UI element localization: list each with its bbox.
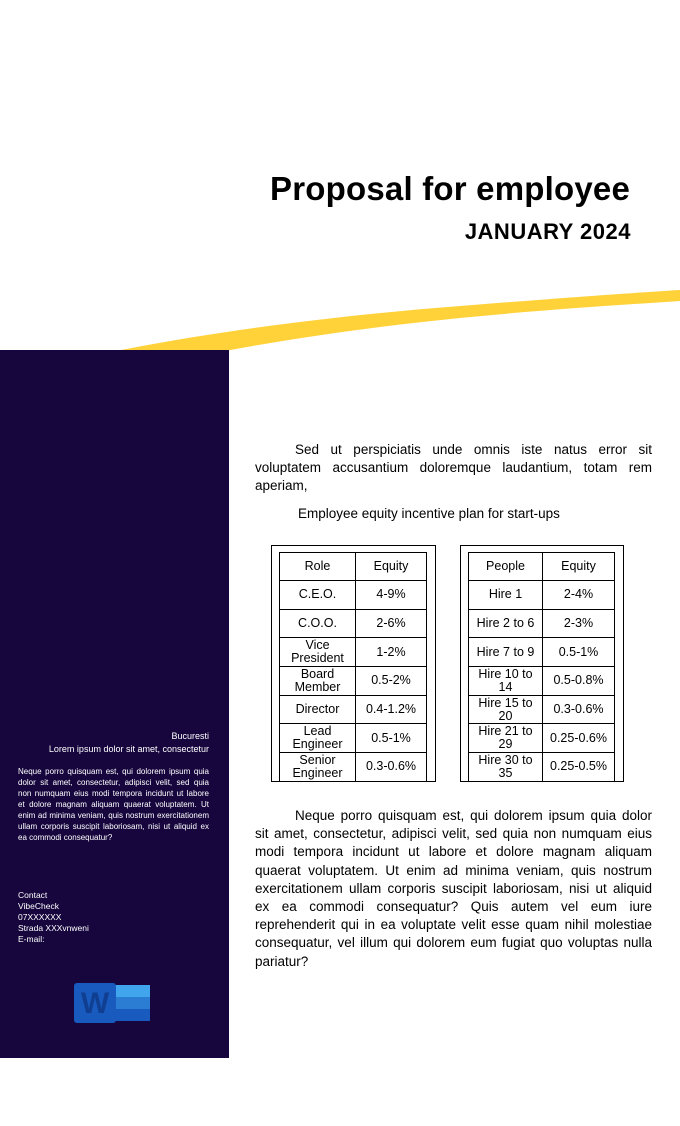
- contact-email-label: E-mail:: [18, 934, 45, 944]
- table-row: [280, 753, 427, 782]
- intro-paragraph: Sed ut perspiciatis unde omnis iste natus error sit voluptatem accusantium doloremque laudantium, totam rem aperiam,: [255, 442, 652, 493]
- roles-cell: 0.5-1%: [356, 724, 427, 753]
- people-table: [468, 552, 615, 782]
- roles-table: [279, 552, 427, 782]
- roles-cell: 0.3-0.6%: [356, 753, 427, 782]
- people-cell: 0.5-1%: [543, 638, 615, 667]
- people-cell: Hire 10 to 14: [469, 667, 543, 696]
- roles-cell: C.E.O.: [280, 581, 356, 610]
- roles-cell: Senior Engineer: [280, 753, 356, 782]
- roles-table-box: [271, 545, 436, 782]
- people-cell: Hire 7 to 9: [469, 638, 543, 667]
- table-row: [469, 724, 615, 753]
- table-row: [280, 638, 427, 667]
- sidebar-paragraph: Neque porro quisquam est, qui dolorem ipsum quia dolor sit amet, consectetur, adipisci velit, sed quia non numquam eius modi tempora incidunt ut labore et dolore magnam aliquam quaerat voluptatem. Ut enim ad minima veniam, quis nostrum exercitationem ullam corporis suscipit laboriosam, nisi ut aliquid ex ea commodi consequatur?: [18, 767, 209, 842]
- roles-cell: Director: [280, 695, 356, 724]
- roles-cell: Board Member: [280, 667, 356, 696]
- people-header-cell: People: [469, 553, 543, 581]
- roles-cell: 4-9%: [356, 581, 427, 610]
- sidebar-tagline: Lorem ipsum dolor sit amet, consectetur: [48, 744, 209, 754]
- sidebar-contact: [18, 890, 89, 945]
- people-table-box: [460, 545, 624, 782]
- contact-phone: 07XXXXXX: [18, 912, 62, 922]
- sidebar-city: Bucuresti: [171, 731, 209, 741]
- table-row: [280, 695, 427, 724]
- people-cell: 2-4%: [543, 581, 615, 610]
- people-cell: 0.25-0.6%: [543, 724, 615, 753]
- table-row: [469, 695, 615, 724]
- page-date: JANUARY 2024: [464, 219, 631, 244]
- people-header-row: [469, 553, 615, 581]
- table-row: [469, 667, 615, 696]
- table-row: [469, 753, 615, 782]
- contact-street: Strada XXXvnweni: [18, 923, 89, 933]
- people-cell: Hire 1: [469, 581, 543, 610]
- roles-cell: 0.4-1.2%: [356, 695, 427, 724]
- people-cell: 0.5-0.8%: [543, 667, 615, 696]
- contact-label: Contact: [18, 890, 48, 900]
- contact-company: VibeCheck: [18, 901, 59, 911]
- people-header-cell: Equity: [543, 553, 615, 581]
- roles-cell: 1-2%: [356, 638, 427, 667]
- roles-header-cell: Role: [280, 553, 356, 581]
- roles-cell: Vice President: [280, 638, 356, 667]
- page-title: Proposal for employee: [270, 170, 630, 207]
- people-cell: Hire 15 to 20: [469, 695, 543, 724]
- people-cell: Hire 30 to 35: [469, 753, 543, 782]
- table-row: [469, 609, 615, 638]
- roles-cell: 0.5-2%: [356, 667, 427, 696]
- roles-cell: 2-6%: [356, 609, 427, 638]
- microsoft-word-icon: [72, 980, 152, 1030]
- table-row: [280, 609, 427, 638]
- word-logo-letter: W: [80, 987, 110, 1020]
- table-row: [280, 667, 427, 696]
- closing-paragraph: Neque porro quisquam est, qui dolorem ipsum quia dolor sit amet, consectetur, adipisci velit, sed quia non numquam eius modi tempora incidunt ut labore et dolore magnam aliquam quaerat voluptatem. Ut enim ad minima veniam, quis nostrum exercitationem ullam corporis suscipit laboriosam, nisi ut aliquid ex ea commodi consequatur? Quis autem vel eum iure reprehenderit qui in ea voluptate velit esse quam nihil molestiae consequatur, vel illum qui dolorem eum fugiat quo voluptas nulla pariatur?: [255, 808, 652, 969]
- people-cell: Hire 21 to 29: [469, 724, 543, 753]
- table-row: [280, 724, 427, 753]
- table-row: [469, 638, 615, 667]
- people-cell: 2-3%: [543, 609, 615, 638]
- table-row: [469, 581, 615, 610]
- people-cell: 0.3-0.6%: [543, 695, 615, 724]
- people-cell: Hire 2 to 6: [469, 609, 543, 638]
- roles-header-row: [280, 553, 427, 581]
- roles-cell: C.O.O.: [280, 609, 356, 638]
- roles-cell: Lead Engineer: [280, 724, 356, 753]
- roles-header-cell: Equity: [356, 553, 427, 581]
- people-cell: 0.25-0.5%: [543, 753, 615, 782]
- sidebar: [0, 350, 229, 1058]
- table-caption: Employee equity incentive plan for start-ups: [298, 506, 560, 521]
- table-row: [280, 581, 427, 610]
